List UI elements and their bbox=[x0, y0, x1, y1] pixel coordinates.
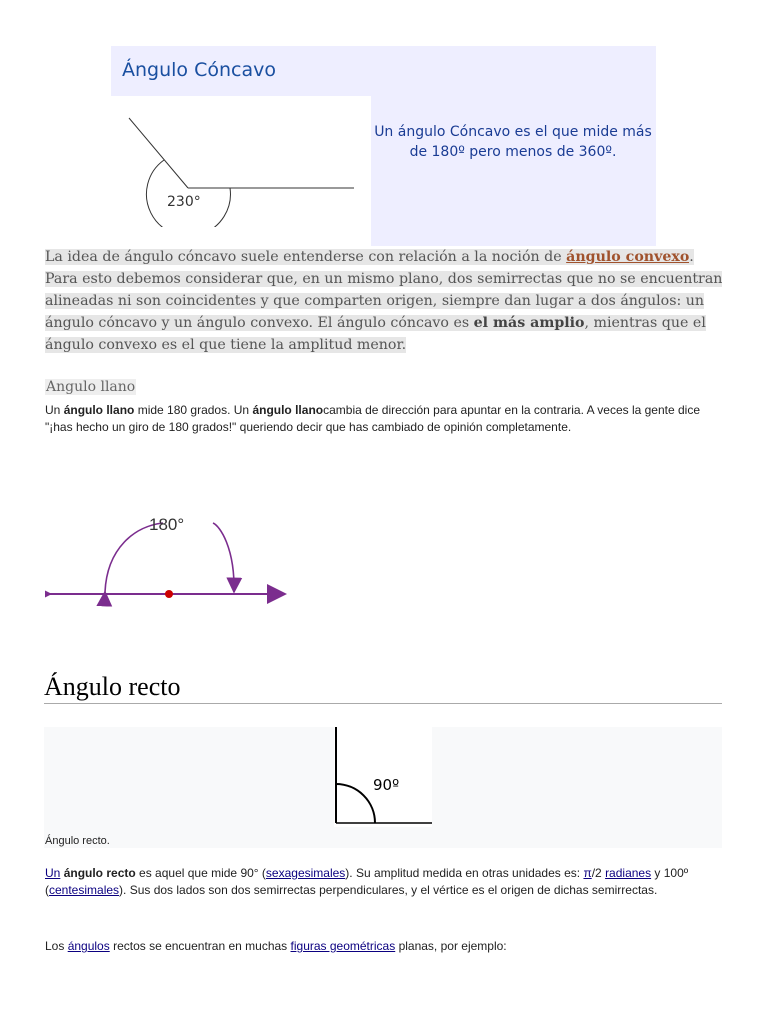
angulos-link[interactable]: ángulos bbox=[67, 939, 110, 953]
concave-angle-label: 230° bbox=[167, 194, 201, 210]
recto-paragraph-2: Los ángulos rectos se encuentran en muchas figuras geométricas planas, por ejemplo: bbox=[45, 939, 507, 953]
llano-bold-2: ángulo llano bbox=[252, 403, 324, 417]
intro-text-2: . Para esto debemos considerar que, en un mismo plano, dos semirrectas que no se encuentran alineadas ni son coincidentes y que comparten origen, siempre dan lugar a dos ángulos: un ángulo cóncavo y un ángulo convexo. El ángulo cóncavo es bbox=[45, 249, 723, 331]
concave-angle-diagram bbox=[118, 112, 368, 227]
recto-title: Ángulo recto bbox=[44, 672, 181, 701]
pi-link[interactable]: π bbox=[583, 866, 592, 880]
right-angle-arc bbox=[336, 784, 375, 823]
concave-ray-1 bbox=[129, 118, 188, 188]
concave-description: Un ángulo Cóncavo es el que mide más de 180º pero menos de 360º. bbox=[374, 124, 652, 160]
angulo-convexo-link[interactable]: ángulo convexo bbox=[566, 249, 690, 265]
concave-description-box bbox=[371, 96, 656, 246]
intro-bold: el más amplio bbox=[473, 315, 585, 331]
intro-paragraph bbox=[45, 246, 725, 356]
intro-text-3: , mientras que el ángulo convexo es el que tiene la amplitud menor. bbox=[45, 315, 706, 353]
vertex-dot bbox=[165, 590, 173, 598]
un-link[interactable]: Un bbox=[45, 866, 61, 880]
llano-bold-1: ángulo llano bbox=[63, 403, 135, 417]
recto-bold: ángulo recto bbox=[63, 866, 136, 880]
sexagesimales-link[interactable]: sexagesimales bbox=[265, 866, 346, 880]
recto-title-rule bbox=[44, 703, 722, 704]
straight-arc-right bbox=[213, 523, 234, 592]
straight-angle-diagram bbox=[45, 508, 295, 608]
recto-figure[interactable] bbox=[334, 727, 432, 827]
right-angle-diagram bbox=[334, 727, 432, 827]
recto-paragraph-1: Un ángulo recto es aquel que mide 90° (sexagesimales). Su amplitud medida en otras unidades es: π/2 radianes y 100º (centesimales). Sus dos lados son dos semirrectas perpendiculares, y el vértice es el origen de dichas semirrectas. bbox=[45, 866, 689, 897]
llano-heading: Angulo llano bbox=[46, 379, 136, 395]
llano-paragraph: Un ángulo llano mide 180 grados. Un ángulo llanocambia de dirección para apuntar en la contraria. A veces la gente dice "¡has hecho un giro de 180 grados!" queriendo decir que has cambiado de opinión completamente. bbox=[45, 403, 701, 434]
centesimales-link[interactable]: centesimales bbox=[49, 883, 120, 897]
concave-title: Ángulo Cóncavo bbox=[122, 59, 276, 81]
recto-caption: Ángulo recto. bbox=[45, 835, 110, 847]
radianes-link[interactable]: radianes bbox=[605, 866, 652, 880]
right-angle-label: 90º bbox=[373, 776, 400, 794]
intro-text-1: La idea de ángulo cóncavo suele entenderse con relación a la noción de bbox=[45, 249, 567, 265]
straight-angle-label: 180° bbox=[149, 515, 185, 534]
figuras-geometricas-link[interactable]: figuras geométricas bbox=[290, 939, 396, 953]
